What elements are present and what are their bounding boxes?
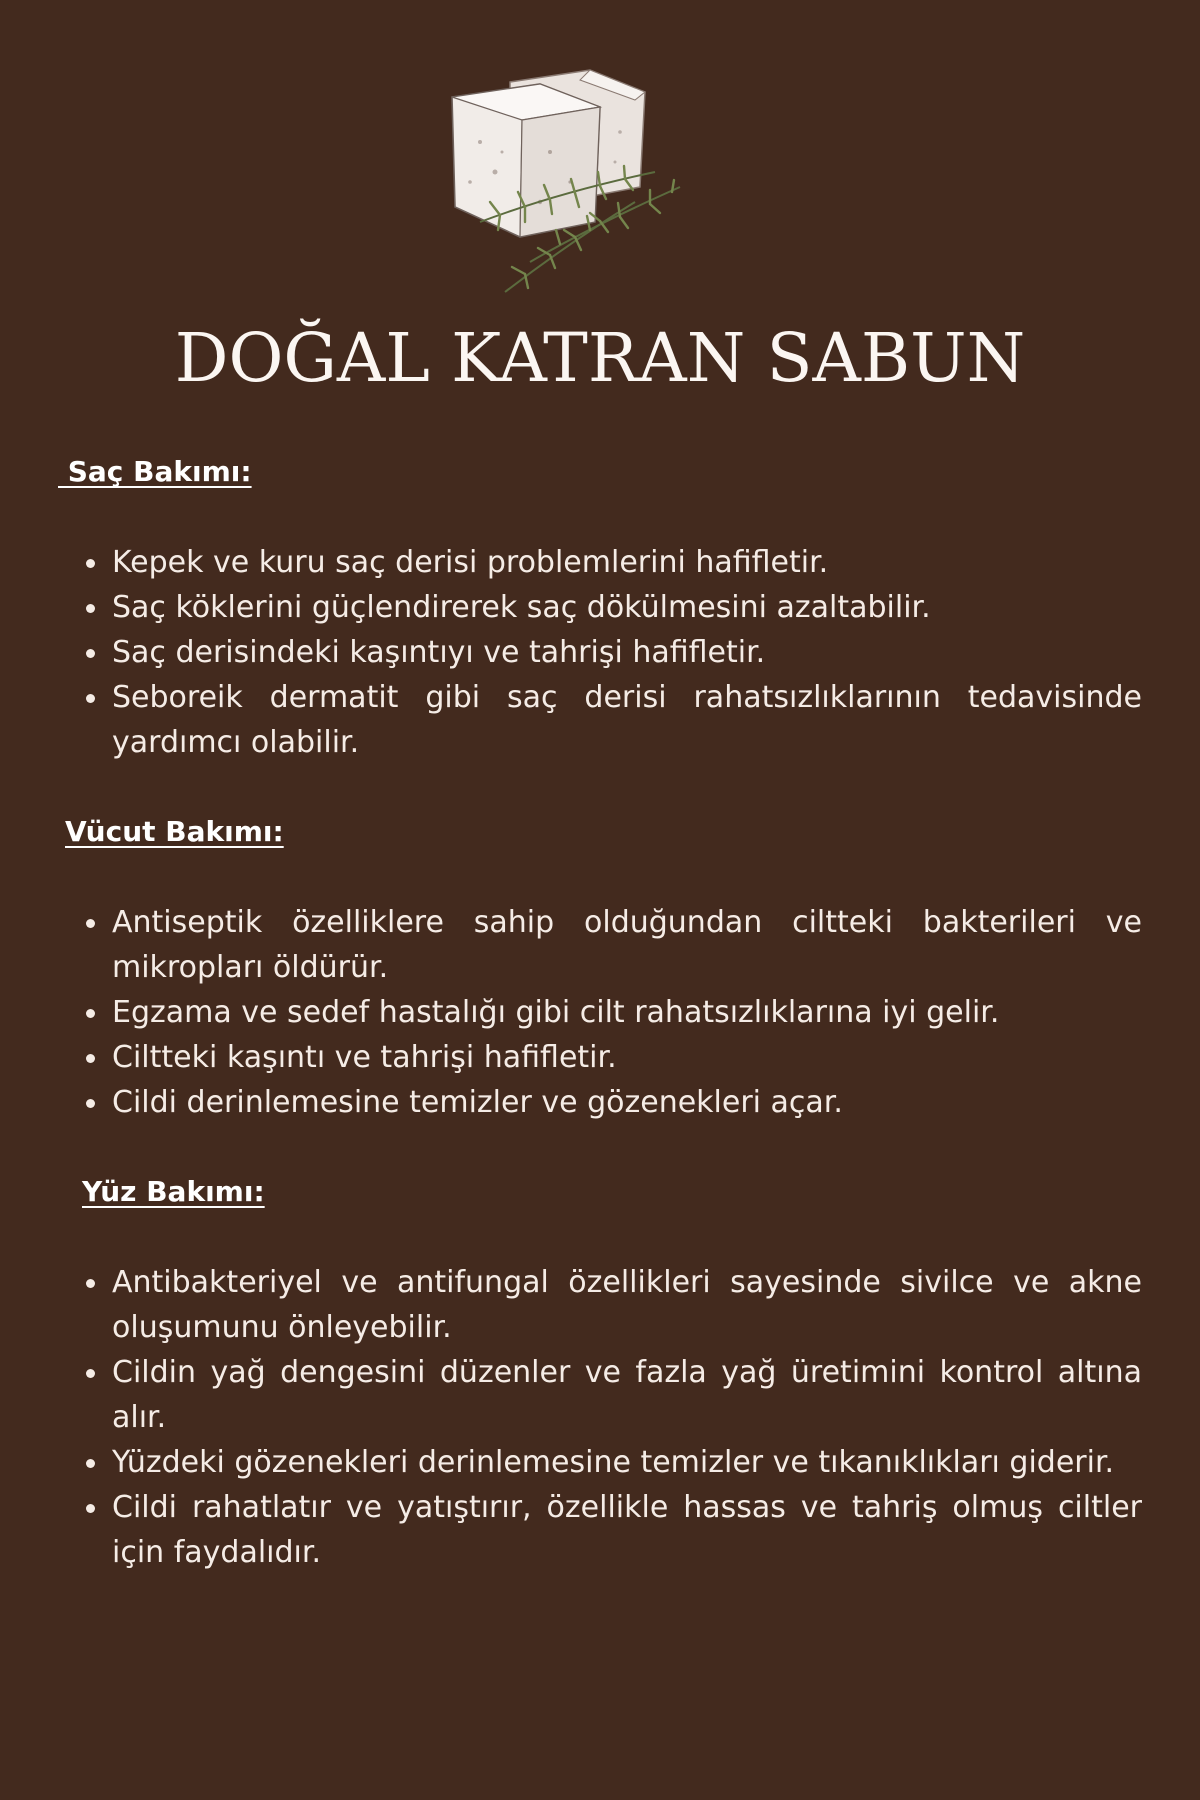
list-item bbox=[112, 900, 1142, 990]
section-heading-body-care: Vücut Bakımı: bbox=[65, 815, 284, 848]
list-item-text: Cildin yağ dengesini düzenler ve fazla yağ üretimini kontrol altına alır. bbox=[112, 1355, 1142, 1435]
bullet-icon bbox=[86, 649, 95, 658]
list-item-text: Ciltteki kaşıntı ve tahrişi hafifletir. bbox=[112, 1040, 617, 1075]
bullet-icon bbox=[86, 559, 95, 568]
list-item bbox=[112, 1035, 1142, 1080]
list-item-text: Yüzdeki gözenekleri derinlemesine temizler ve tıkanıklıkları giderir. bbox=[112, 1445, 1115, 1480]
bullet-icon bbox=[86, 919, 95, 928]
list-item bbox=[112, 1485, 1142, 1575]
list-item bbox=[112, 1440, 1142, 1485]
list-item bbox=[112, 675, 1142, 765]
list-item bbox=[112, 540, 1142, 585]
list-item bbox=[112, 630, 1142, 675]
body-care-list bbox=[112, 900, 1142, 1125]
list-item-text: Antibakteriyel ve antifungal özellikleri sayesinde sivilce ve akne oluşumunu önleyebilir. bbox=[112, 1265, 1142, 1345]
face-care-list bbox=[112, 1260, 1142, 1575]
list-item-text: Antiseptik özelliklere sahip olduğundan ciltteki bakterileri ve mikropları öldürür. bbox=[112, 905, 1142, 985]
bullet-icon bbox=[86, 1459, 95, 1468]
list-item-text: Cildi derinlemesine temizler ve gözenekleri açar. bbox=[112, 1085, 843, 1120]
section-heading-hair-care: Saç Bakımı: bbox=[58, 455, 252, 488]
section-heading-face-care: Yüz Bakımı: bbox=[82, 1175, 265, 1208]
bullet-icon bbox=[86, 1369, 95, 1378]
list-item-text: Egzama ve sedef hastalığı gibi cilt rahatsızlıklarına iyi gelir. bbox=[112, 995, 1000, 1030]
bullet-icon bbox=[86, 1054, 95, 1063]
bullet-icon bbox=[86, 1009, 95, 1018]
list-item-text: Kepek ve kuru saç derisi problemlerini hafifletir. bbox=[112, 545, 829, 580]
page-title: DOĞAL KATRAN SABUN bbox=[174, 319, 1026, 397]
hair-care-list bbox=[112, 540, 1142, 765]
bullet-icon bbox=[86, 1504, 95, 1513]
list-item bbox=[112, 1080, 1142, 1125]
soap-bar-with-rosemary-icon bbox=[440, 62, 710, 312]
list-item-text: Seboreik dermatit gibi saç derisi rahatsızlıklarının tedavisinde yardımcı olabilir. bbox=[112, 680, 1142, 760]
bullet-icon bbox=[86, 1279, 95, 1288]
list-item bbox=[112, 1260, 1142, 1350]
list-item bbox=[112, 1350, 1142, 1440]
bullet-icon bbox=[86, 604, 95, 613]
list-item bbox=[112, 990, 1142, 1035]
list-item bbox=[112, 585, 1142, 630]
list-item-text: Cildi rahatlatır ve yatıştırır, özellikle hassas ve tahriş olmuş ciltler için faydalıdır. bbox=[112, 1490, 1142, 1570]
list-item-text: Saç derisindeki kaşıntıyı ve tahrişi hafifletir. bbox=[112, 635, 766, 670]
list-item-text: Saç köklerini güçlendirerek saç dökülmesini azaltabilir. bbox=[112, 590, 931, 625]
bullet-icon bbox=[86, 1099, 95, 1108]
bullet-icon bbox=[86, 694, 95, 703]
